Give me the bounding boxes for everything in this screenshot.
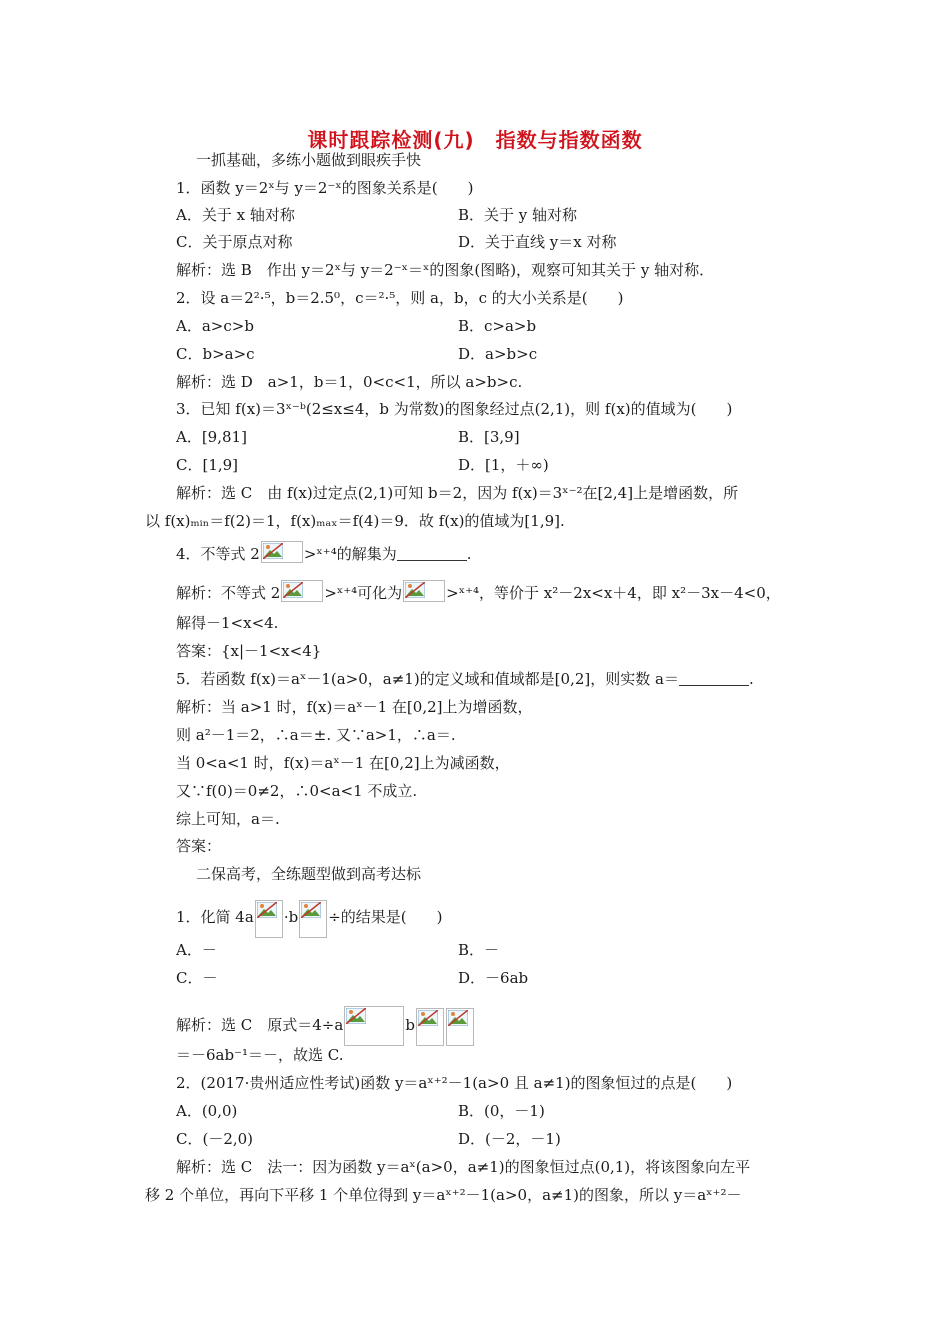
q4-analysis-line1: [176, 580, 781, 603]
q4-analysis-line2: 解得－1<x<4.: [176, 614, 279, 632]
q1-stem: 1．函数 y＝2ˣ与 y＝2⁻ˣ的图象关系是( ): [176, 179, 474, 197]
q4-analysis-part3: >ˣ⁺⁴，等价于 x²－2x<x＋4，即 x²－3x－4<0，: [446, 584, 781, 602]
q1-option-c: C．关于原点对称: [176, 233, 293, 251]
s2-q1-analysis-part2: b: [405, 1016, 415, 1034]
q2-option-d: D．a>b>c: [458, 345, 538, 363]
s2-q1-analysis-line2: ＝－6ab⁻¹＝－，故选 C.: [176, 1046, 344, 1064]
s2-q2-option-d: D．(－2，－1): [458, 1130, 561, 1148]
s2-q1-analysis-part1: 解析：选 C 原式＝4÷a: [176, 1016, 344, 1034]
section1-heading: 一抓基础，多练小题做到眼疾手快: [196, 151, 422, 169]
q5-analysis-line3: 当 0<a<1 时，f(x)＝aˣ－1 在[0,2]上为减函数，: [176, 754, 510, 772]
q3-option-b: B．[3,9]: [458, 428, 520, 446]
q5-analysis-line2: 则 a²－1＝2，∴a＝±. 又∵a>1，∴a＝.: [176, 726, 456, 744]
s2-q1-stem-part3: ÷的结果是( ): [328, 908, 443, 926]
s2-q1-option-c: C．－: [176, 969, 218, 987]
q3-option-d: D．[1，＋∞): [458, 456, 549, 474]
s2-q2-option-c: C．(－2,0): [176, 1130, 254, 1148]
q2-option-c: C．b>a>c: [176, 345, 255, 363]
q1-analysis: 解析：选 B 作出 y＝2ˣ与 y＝2⁻ˣ＝ˣ的图象(图略)，观察可知其关于 y 轴对称．: [176, 261, 715, 279]
q5-analysis-line1: 解析：当 a>1 时，f(x)＝aˣ－1 在[0,2]上为增函数，: [176, 698, 533, 716]
q4-analysis-part1: 解析：不等式 2: [176, 584, 281, 602]
broken-image-icon: [416, 1008, 444, 1046]
q4-stem-part3: .: [466, 545, 472, 563]
q3-option-c: C．[1,9]: [176, 456, 239, 474]
answer-blank: [397, 546, 467, 561]
q4-analysis-part2: >ˣ⁺⁴可化为: [324, 584, 403, 602]
q3-analysis-line2: 以 f(x)ₘᵢₙ＝f(2)＝1，f(x)ₘₐₓ＝f(4)＝9．故 f(x)的值域为[1,9].: [145, 512, 565, 530]
q3-analysis-line1: 解析：选 C 由 f(x)过定点(2,1)可知 b＝2，因为 f(x)＝3ˣ⁻²在[2,4]上是增函数，所: [176, 484, 739, 502]
q3-option-a: A．[9,81]: [176, 428, 247, 446]
s2-q2-option-b: B．(0，－1): [458, 1102, 545, 1120]
q4-stem: [176, 541, 472, 564]
q4-stem-part1: 4．不等式 2: [176, 545, 260, 563]
broken-image-icon: [403, 580, 445, 602]
page-title: 课时跟踪检测(九) 指数与指数函数: [307, 128, 643, 152]
section2-heading: 二保高考，全练题型做到高考达标: [196, 865, 422, 883]
q5-stem-part2: .: [748, 670, 754, 688]
q2-option-b: B．c>a>b: [458, 317, 537, 335]
q4-stem-part2: >ˣ⁺⁴的解集为: [303, 545, 397, 563]
s2-q2-option-a: A．(0,0): [176, 1102, 238, 1120]
s2-q2-analysis-line1: 解析：选 C 法一：因为函数 y＝aˣ(a>0，a≠1)的图象恒过点(0,1)，将该图象向左平: [176, 1158, 751, 1176]
q1-option-a: A．关于 x 轴对称: [176, 206, 295, 224]
broken-image-icon: [255, 900, 283, 938]
s2-q2-stem: 2．(2017·贵州适应性考试)函数 y＝aˣ⁺²－1(a>0 且 a≠1)的图象恒过的点是( ): [176, 1074, 733, 1092]
broken-image-icon: [299, 900, 327, 938]
s2-q1-option-d: D．－6ab: [458, 969, 529, 987]
answer-blank: [679, 671, 749, 686]
q5-stem: [176, 669, 754, 689]
s2-q1-option-a: A．－: [176, 941, 217, 959]
s2-q1-option-b: B．－: [458, 941, 500, 959]
q5-analysis-line5: 综上可知，a＝.: [176, 810, 280, 828]
s2-q1-stem-part1: 1．化简 4a: [176, 908, 254, 926]
q2-analysis: 解析：选 D a>1，b＝1，0<c<1，所以 a>b>c.: [176, 373, 523, 391]
broken-image-icon: [446, 1008, 474, 1046]
broken-image-icon: [261, 541, 303, 563]
s2-q2-analysis-line2: 移 2 个单位，再向下平移 1 个单位得到 y＝aˣ⁺²－1(a>0，a≠1)的图象，所以 y＝aˣ⁺²－: [145, 1186, 742, 1204]
q1-option-b: B．关于 y 轴对称: [458, 206, 578, 224]
broken-image-icon: [281, 580, 323, 602]
q3-stem: 3．已知 f(x)＝3ˣ⁻ᵇ(2≤x≤4，b 为常数)的图象经过点(2,1)，则 f(x)的值域为( ): [176, 400, 733, 418]
q1-option-d: D．关于直线 y＝x 对称: [458, 233, 617, 251]
q5-analysis-line4: 又∵f(0)＝0≠2，∴0<a<1 不成立.: [176, 782, 418, 800]
q2-stem: 2．设 a＝2²·⁵，b＝2.5⁰，c＝²·⁵，则 a，b，c 的大小关系是( ): [176, 289, 624, 307]
s2-q1-analysis-line1: [176, 1006, 475, 1046]
s2-q1-stem: [176, 900, 442, 938]
q2-option-a: A．a>c>b: [176, 317, 254, 335]
q5-stem-part1: 5．若函数 f(x)＝aˣ－1(a>0，a≠1)的定义域和值域都是[0,2]，则实数 a＝: [176, 670, 679, 688]
q5-answer: 答案：: [176, 837, 222, 855]
q4-answer: 答案：{x|－1<x<4}: [176, 642, 322, 660]
s2-q1-stem-part2: ·b: [283, 908, 299, 926]
broken-image-icon: [344, 1006, 404, 1046]
